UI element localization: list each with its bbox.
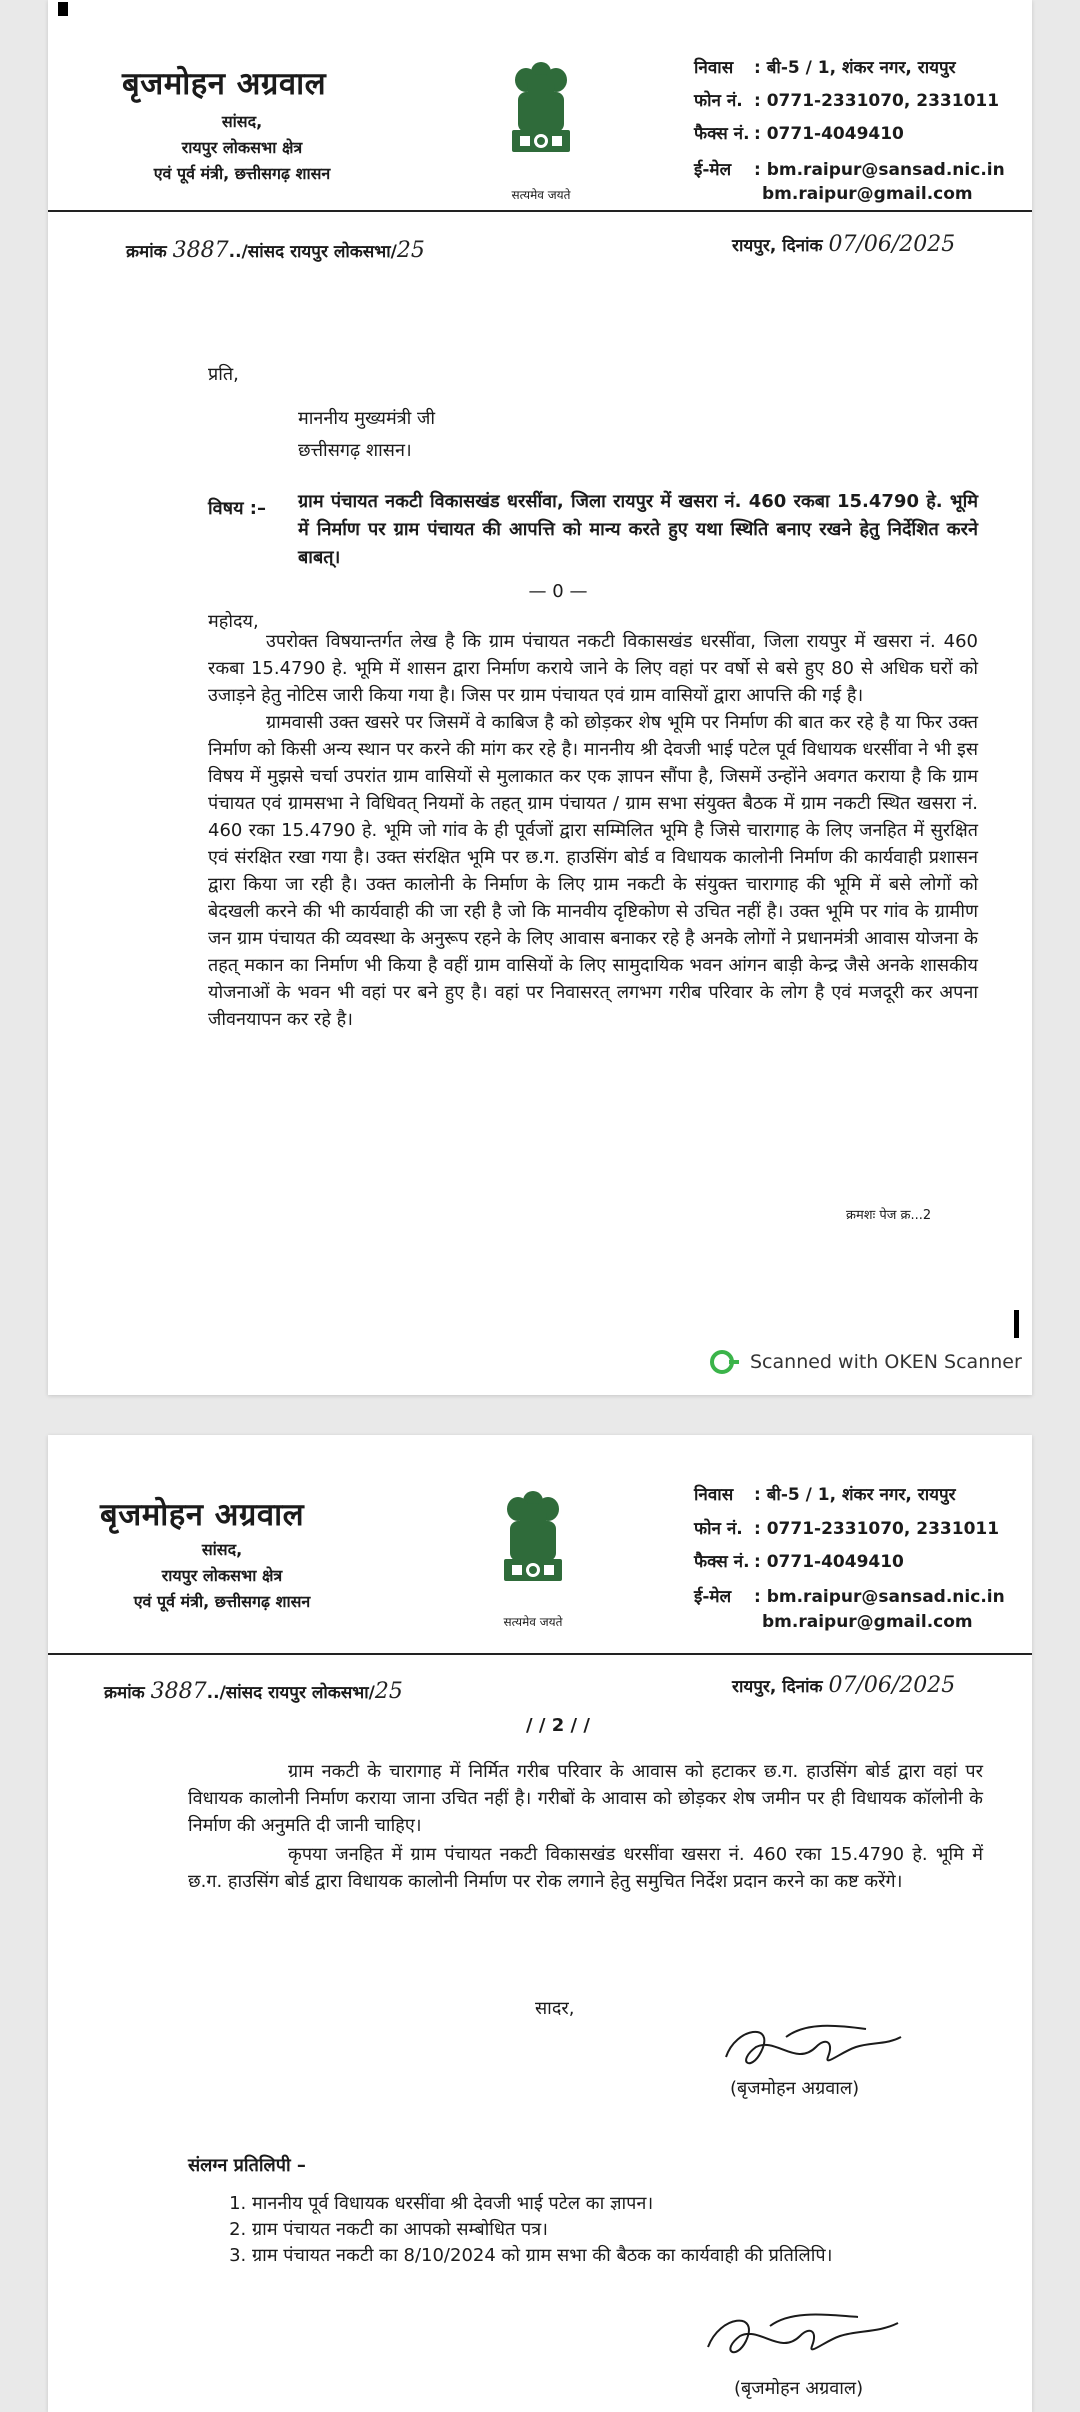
- enclosure-label: संलग्न प्रतिलिपी –: [188, 2155, 306, 2176]
- letterhead-divider: [48, 1653, 1032, 1655]
- contact-email: ई-मेल : bm.raipur@sansad.nic.in: [694, 1587, 1005, 1607]
- sender-constituency: रायपुर लोकसभा क्षेत्र: [181, 138, 303, 157]
- scan-edge-mark: [1014, 1310, 1019, 1338]
- addressee-line-2: छत्तीसगढ़ शासन।: [298, 440, 412, 461]
- to-label: प्रति,: [208, 364, 239, 385]
- scanner-watermark: Scanned with OKEN Scanner: [710, 1350, 1022, 1374]
- subject-text: ग्राम पंचायत नकटी विकासखंड धरसींवा, जिला रायपुर में खसरा नं. 460 रकबा 15.4790 हे. भूमि में निर्माण पर ग्राम पंचायत की आपत्ति को मान्य करते हुए यथा स्थिति बनाए रखने हेतु निर्देशित करने बाबत्।: [298, 491, 978, 568]
- sender-former-post: एवं पूर्व मंत्री, छत्तीसगढ़ शासन: [153, 164, 331, 183]
- subject-separator: — 0 —: [528, 581, 588, 602]
- body-page-2: [188, 1758, 983, 1895]
- oken-logo-icon: [710, 1350, 740, 1374]
- signatory-name-2: (बृजमोहन अग्रवाल): [734, 2378, 864, 2399]
- continued-note: क्रमशः पेज क्र...2: [846, 1208, 932, 1223]
- salutation: महोदय,: [208, 611, 259, 632]
- reference-number: क्रमांक 3887../सांसद रायपुर लोकसभा/25: [126, 238, 425, 263]
- letterhead-divider: [48, 210, 1032, 212]
- sender-former-post: एवं पूर्व मंत्री, छत्तीसगढ़ शासन: [133, 1592, 311, 1611]
- reference-number: क्रमांक 3887../सांसद रायपुर लोकसभा/25: [104, 1679, 403, 1704]
- contact-residence: निवास : बी-5 / 1, शंकर नगर, रायपुर: [694, 58, 956, 78]
- letter-page-2: [48, 1435, 1032, 2412]
- paragraph-2: ग्रामवासी उक्त खसरे पर जिसमें वे काबिज है को छोड़कर शेष भूमि पर निर्माण की बात कर रहे है या फिर उक्त निर्माण को किसी अन्य स्थान पर करने की मांग कर रहे है। माननीय श्री देवजी भाई पटेल पूर्व विधायक धरसींवा ने भी इस विषय में मुझसे चर्चा उपरांत ग्राम वासियों से मुलाकात कर एक ज्ञापन सौंपा है, जिसमें उन्होंने अवगत कराया है कि ग्राम पंचायत एवं ग्रामसभा ने विधिवत् नियमों के तहत् ग्राम पंचायत / ग्राम सभा संयुक्त बैठक में ग्राम नकटी स्थित खसरा नं. 460 रका 15.4790 हे. भूमि जो गांव के ही पूर्वजों द्वारा सम्मिलित भूमि है जिसे चारागाह के लिए जनहित में सुरक्षित एवं संरक्षित रखा गया है। उक्त संरक्षित भूमि पर छ.ग. हाउसिंग बोर्ड व विधायक कालोनी निर्माण की कार्यवाही प्रशासन द्वारा किया जा रही है। उक्त कालोनी के निर्माण के लिए ग्राम नकटी के संयुक्त चारागाह की भूमि में बसे लोगों को बेदखली करने की भी कार्यवाही की जा रही है जो कि मानवीय दृष्टिकोण से उचित नहीं है। उक्त भूमि पर गांव के ग्रामीण जन ग्राम पंचायत की व्यवस्था के अनुरूप रहने के लिए आवास बनाकर रहे है अनके लोगों ने प्रधानमंत्री आवास योजना के तहत् मकान का निर्माण भी किया है वहीं ग्राम वासियों के लिए सामुदायिक भवन आंगन बाड़ी केन्द्र जैसे अनके शासकीय योजनाओं के भवन भी वहां पर बने हुए है। वहां पर निवासरत् लगभग गरीब परिवार के लोग है एवं मजदूरी कर अपना जीवनयापन कर रहे है।: [208, 712, 978, 1030]
- contact-fax: फैक्स नं. : 0771-4049410: [694, 124, 904, 144]
- closing: सादर,: [535, 1998, 575, 2019]
- sender-name: बृजमोहन अग्रवाल: [100, 1497, 305, 1533]
- sender-designation: सांसद,: [201, 1540, 243, 1559]
- emblem-motto: सत्यमेव जयते: [503, 1615, 563, 1629]
- emblem-motto: सत्यमेव जयते: [511, 188, 571, 202]
- letter-page-1: [48, 0, 1032, 1395]
- sender-constituency: रायपुर लोकसभा क्षेत्र: [161, 1566, 283, 1585]
- paragraph-4: कृपया जनहित में ग्राम पंचायत नकटी विकासखंड धरसींवा खसरा नं. 460 रका 15.4790 हे. भूमि में छ.ग. हाउसिंग बोर्ड द्वारा विधायक कालोनी निर्माण पर रोक लगाने हेतु समुचित निर्देश प्रदान करने का कष्ट करेंगे।: [188, 1844, 983, 1892]
- page-number: / / 2 / /: [526, 1715, 590, 1736]
- contact-email-secondary: bm.raipur@gmail.com: [762, 184, 973, 204]
- enclosure-item: 2. ग्राम पंचायत नकटी का आपको सम्बोधित पत्र।: [252, 2217, 982, 2243]
- reference-date: रायपुर, दिनांक 07/06/2025: [732, 232, 956, 257]
- reference-date: रायपुर, दिनांक 07/06/2025: [732, 1673, 956, 1698]
- sender-designation: सांसद,: [221, 112, 263, 131]
- paragraph-3: ग्राम नकटी के चारागाह में निर्मित गरीब परिवार के आवास को हटाकर छ.ग. हाउसिंग बोर्ड द्वारा वहां पर विधायक कालोनी निर्माण कराया जाना उचित नहीं है। गरीबों के आवास को छोड़कर शेष जमीन पर ही विधायक कॉलोनी के निर्माण की अनुमति दी जानी चाहिए।: [188, 1761, 983, 1836]
- signature-2: [698, 2305, 908, 2379]
- scan-corner-mark: [58, 2, 68, 16]
- subject-label: विषय :–: [208, 498, 266, 519]
- signatory-name: (बृजमोहन अग्रवाल): [730, 2078, 860, 2099]
- addressee-line-1: माननीय मुख्यमंत्री जी: [298, 408, 436, 429]
- sender-name: बृजमोहन अग्रवाल: [122, 66, 327, 102]
- body-page-1: [208, 628, 978, 1033]
- enclosure-list: [222, 2191, 982, 2269]
- contact-phone: फोन नं. : 0771-2331070, 2331011: [694, 91, 1000, 111]
- contact-email: ई-मेल : bm.raipur@sansad.nic.in: [694, 160, 1005, 180]
- enclosure-item: 3. ग्राम पंचायत नकटी का 8/10/2024 को ग्राम सभा की बैठक का कार्यवाही की प्रतिलिपि।: [252, 2243, 982, 2269]
- contact-residence: निवास : बी-5 / 1, शंकर नगर, रायपुर: [694, 1485, 956, 1505]
- enclosure-item: 1. माननीय पूर्व विधायक धरसींवा श्री देवजी भाई पटेल का ज्ञापन।: [252, 2191, 982, 2217]
- contact-fax: फैक्स नं. : 0771-4049410: [694, 1552, 904, 1572]
- paragraph-1: उपरोक्त विषयान्तर्गत लेख है कि ग्राम पंचायत नकटी विकासखंड धरसींवा, जिला रायपुर में खसरा नं. 460 रकबा 15.4790 हे. भूमि में शासन द्वारा निर्माण कराये जाने के लिए वहां पर वर्षो से बसे हुए 80 से अधिक घरों को उजाड़ने हेतु नोटिस जारी किया गया है। जिस पर ग्राम पंचायत एवं ग्राम वासियों द्वारा आपत्ति की गई है।: [208, 631, 978, 706]
- national-emblem-icon: [488, 1487, 578, 1611]
- national-emblem-icon: [496, 58, 586, 182]
- contact-phone: फोन नं. : 0771-2331070, 2331011: [694, 1519, 1000, 1539]
- contact-email-secondary: bm.raipur@gmail.com: [762, 1612, 973, 1632]
